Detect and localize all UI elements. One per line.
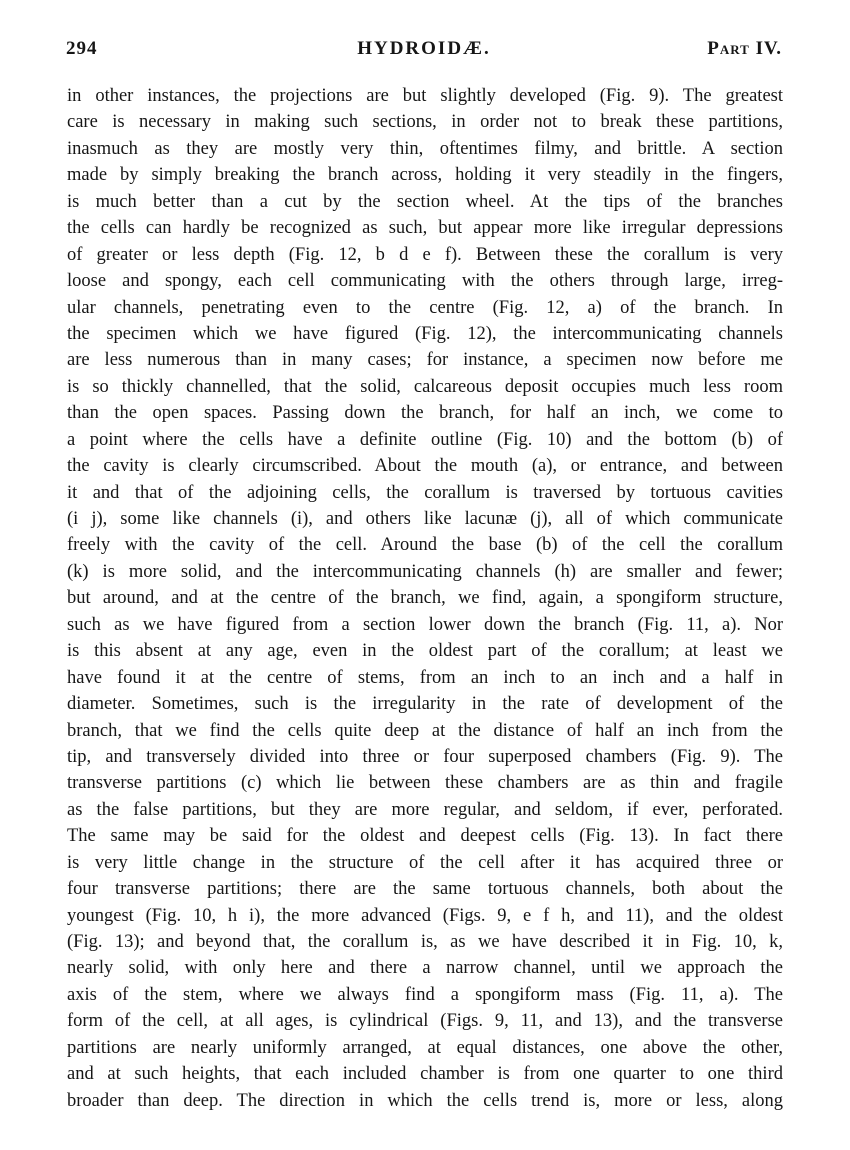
text-line: than the open spaces. Passing down the branch, for half an inch, we come to (67, 403, 783, 424)
running-header (66, 38, 782, 66)
text-line: four transverse partitions; there are the same tortuous channels, both about the (67, 879, 783, 900)
text-line: youngest (Fig. 10, h i), the more advanced (Figs. 9, e f h, and 11), and the oldest (67, 905, 783, 926)
text-line: is much better than a cut by the section wheel. At the tips of the branches (67, 191, 783, 212)
part-label: Part IV. (707, 38, 782, 59)
text-line: loose and spongy, each cell communicating with the others through large, irreg- (67, 271, 783, 292)
text-line: the specimen which we have figured (Fig. 12), the intercommunicating channels (67, 323, 783, 344)
text-line: transverse partitions (c) which lie between these chambers are as thin and fragile (67, 773, 783, 794)
text-line: as the false partitions, but they are more regular, and seldom, if ever, perforated. (67, 799, 783, 820)
text-line: in other instances, the projections are but slightly developed (Fig. 9). The greatest (67, 86, 783, 106)
text-line: made by simply breaking the branch across, holding it very steadily in the fingers, (67, 165, 783, 186)
text-line: and at such heights, that each included chamber is from one quarter to one third (67, 1064, 783, 1085)
text-line: is so thickly channelled, that the solid, calcareous deposit occupies much less room (67, 376, 783, 397)
text-line: the cavity is clearly circumscribed. About the mouth (a), or entrance, and between (67, 456, 783, 477)
text-line: such as we have figured from a section lower down the branch (Fig. 11, a). Nor (67, 614, 783, 635)
text-line: The same may be said for the oldest and deepest cells (Fig. 13). In fact there (67, 826, 783, 847)
text-line: is very little change in the structure of the cell after it has acquired three or (67, 852, 783, 873)
text-line: of greater or less depth (Fig. 12, b d e f). Between these the corallum is very (67, 244, 783, 265)
running-title: HYDROIDÆ. (357, 38, 491, 59)
page-number: 294 (66, 38, 98, 59)
text-line: a point where the cells have a definite outline (Fig. 10) and the bottom (b) of (67, 429, 783, 450)
text-line: axis of the stem, where we always find a spongiform mass (Fig. 11, a). The (67, 984, 783, 1005)
text-line: the cells can hardly be recognized as such, but appear more like irregular depressions (67, 218, 783, 239)
text-line: freely with the cavity of the cell. Around the base (b) of the cell the corallum (67, 535, 783, 556)
text-line: partitions are nearly uniformly arranged, at equal distances, one above the other, (67, 1037, 783, 1058)
text-line: nearly solid, with only here and there a narrow channel, until we approach the (67, 958, 783, 979)
text-line: ular channels, penetrating even to the centre (Fig. 12, a) of the branch. In (67, 297, 783, 318)
text-line: it and that of the adjoining cells, the corallum is traversed by tortuous cavities (67, 482, 783, 503)
text-line: branch, that we find the cells quite deep at the distance of half an inch from the (67, 720, 783, 741)
body-text (67, 83, 783, 1114)
text-line: (i j), some like channels (i), and others like lacunæ (j), all of which communicate (67, 509, 783, 529)
text-line: tip, and transversely divided into three or four superposed chambers (Fig. 9). The (67, 746, 783, 767)
text-line: are less numerous than in many cases; for instance, a specimen now before me (67, 350, 783, 371)
text-line: have found it at the centre of stems, from an inch to an inch and a half in (67, 667, 783, 688)
text-line: but around, and at the centre of the branch, we find, again, a spongiform structure, (67, 588, 783, 609)
text-line: broader than deep. The direction in which the cells trend is, more or less, along (67, 1090, 783, 1111)
text-line: is this absent at any age, even in the oldest part of the corallum; at least we (67, 641, 783, 662)
text-line: (Fig. 13); and beyond that, the corallum is, as we have described it in Fig. 10, k, (67, 932, 783, 952)
text-line: (k) is more solid, and the intercommunicating channels (h) are smaller and fewer; (67, 561, 783, 582)
text-line: form of the cell, at all ages, is cylindrical (Figs. 9, 11, and 13), and the transverse (67, 1011, 783, 1032)
text-line: care is necessary in making such sections, in order not to break these partitions, (67, 112, 783, 133)
text-line: diameter. Sometimes, such is the irregularity in the rate of development of the (67, 694, 783, 715)
text-line: inasmuch as they are mostly very thin, oftentimes filmy, and brittle. A section (67, 138, 783, 159)
